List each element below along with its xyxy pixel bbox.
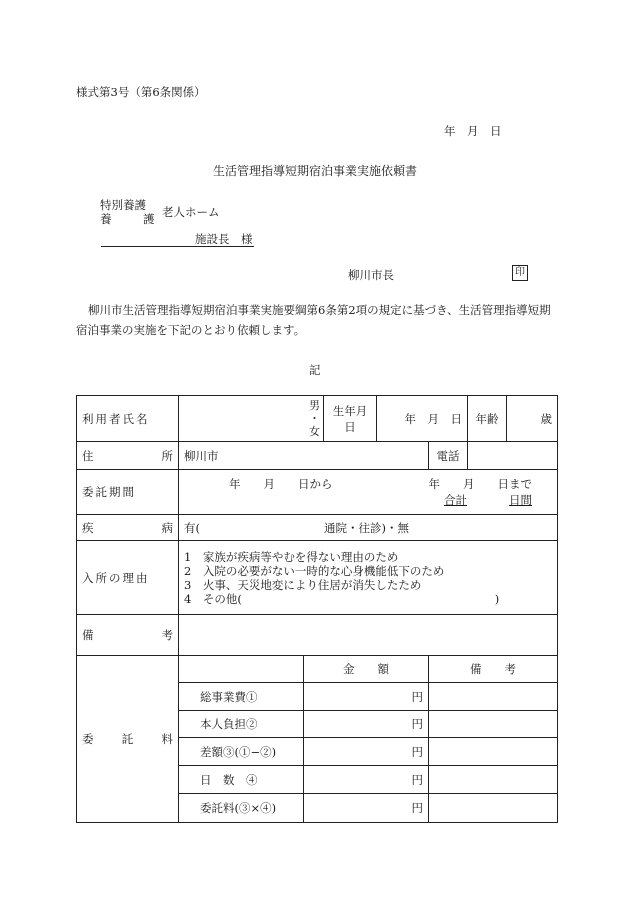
address-label: 住 所: [82, 448, 173, 463]
address-label-cell: [77, 442, 179, 470]
period-from: 年 月 日から: [229, 477, 333, 491]
reason-item[interactable]: 1 家族が疾病等やむを得ない理由のため: [184, 549, 399, 564]
address-input-cell[interactable]: [179, 442, 429, 470]
yen-unit: 円: [411, 772, 423, 787]
fee-row-label-cell: [179, 683, 304, 711]
fee-amount-input[interactable]: [304, 738, 429, 766]
yen-unit: 円: [411, 744, 423, 759]
fee-remarks-header: 備 考: [470, 662, 516, 676]
request-body-text: 柳川市生活管理指導短期宿泊事業実施要綱第6条第2項の規定に基づき、生活管理指導短期宿泊事業の実施を下記のとおり依頼します。: [76, 303, 551, 337]
fee-item-header-cell: [179, 656, 304, 683]
yen-unit: 円: [411, 689, 423, 704]
disease-value-end: 通院・往診)・無: [324, 520, 409, 535]
fee-row-label-cell: [179, 711, 304, 738]
fee-amount-input[interactable]: [304, 766, 429, 794]
remarks-input-cell[interactable]: [179, 615, 558, 656]
disease-label-cell: [77, 515, 179, 541]
reason-item[interactable]: 2 入院の必要がない一時的な心身機能低下のため: [184, 563, 445, 578]
phone-input-cell[interactable]: [468, 442, 558, 470]
period-total: [184, 492, 552, 508]
fee-remarks-input[interactable]: [429, 794, 558, 823]
phone-label: 電話: [436, 448, 460, 463]
disease-label: 疾 病: [82, 520, 173, 535]
remarks-label-cell: [77, 615, 179, 656]
period-to: 年 月 日まで: [428, 477, 532, 491]
period-total-unit: 日間: [509, 493, 532, 507]
fee-remarks-header-cell: [429, 656, 558, 683]
fee-row-label-cell: [179, 738, 304, 766]
row-address: [77, 442, 558, 470]
age-unit: 歳: [540, 411, 552, 426]
row-disease: [77, 515, 558, 541]
age-input-cell[interactable]: [507, 396, 558, 442]
fee-amount-input[interactable]: [304, 711, 429, 738]
reason-list: [179, 541, 558, 615]
name-label: 利用者氏名: [82, 411, 150, 426]
date-line: 年 月 日: [444, 124, 502, 138]
sex-dot: ・: [309, 412, 320, 425]
row-reason: [77, 541, 558, 615]
fee-row-label: 本人負担②: [200, 717, 258, 731]
period-label-cell: [77, 470, 179, 515]
period-input-cell[interactable]: [179, 470, 558, 515]
phone-label-cell: [429, 442, 468, 470]
fee-label-cell: [77, 656, 179, 823]
name-input-cell[interactable]: [179, 396, 324, 442]
row-fee-header: [77, 656, 558, 683]
period-range: [184, 476, 552, 492]
yen-unit: 円: [411, 717, 423, 731]
fee-row-label-cell: [179, 766, 304, 794]
disease-value-start: 有(: [184, 520, 200, 535]
name-label-cell: [77, 396, 179, 442]
reason-label: 入所の理由: [82, 570, 150, 585]
sex-male[interactable]: 男: [309, 399, 320, 412]
fee-remarks-input[interactable]: [429, 738, 558, 766]
sender-name: 柳川市長: [348, 268, 394, 282]
ki-heading: 記: [309, 363, 321, 377]
fee-amount-input[interactable]: [304, 794, 429, 823]
birth-value: 年 月 日: [404, 411, 462, 426]
yen-unit: 円: [411, 801, 423, 815]
period-total-label: 合計: [444, 493, 467, 507]
age-label: 年齢: [475, 411, 499, 426]
request-form-table: [76, 395, 558, 823]
fee-remarks-input[interactable]: [429, 766, 558, 794]
fee-remarks-input[interactable]: [429, 711, 558, 738]
reason-label-cell: [77, 541, 179, 615]
row-period: [77, 470, 558, 515]
addressee-home: 老人ホーム: [162, 205, 220, 219]
fee-row-label: 委託料(③×④): [200, 801, 277, 815]
address-value: 柳川市: [184, 448, 219, 463]
addressee-type-line1: 特別養護: [100, 198, 146, 212]
seal-mark: 印: [512, 265, 528, 281]
fee-label: 委 託 料: [82, 732, 173, 746]
birth-input-cell[interactable]: [377, 396, 468, 442]
fee-row-label: 日 数 ④: [200, 772, 258, 787]
form-number: 様式第3号（第6条関係）: [76, 85, 206, 99]
addressee-underline: [101, 246, 254, 247]
fee-amount-input[interactable]: [304, 683, 429, 711]
row-user-name: [77, 396, 558, 442]
disease-input-cell[interactable]: [179, 515, 558, 541]
sex-choice[interactable]: [309, 399, 320, 438]
birth-label-cell: [324, 396, 377, 442]
age-label-cell: [468, 396, 507, 442]
addressee-director: 施設長 様: [195, 232, 253, 246]
amount-header: 金 額: [343, 662, 389, 676]
reason-item[interactable]: 4 その他( ): [184, 591, 500, 606]
fee-remarks-input[interactable]: [429, 683, 558, 711]
document-title: 生活管理指導短期宿泊事業実施依頼書: [213, 164, 418, 178]
period-label: 委託期間: [82, 485, 136, 499]
birth-label: 生年月日: [332, 403, 368, 434]
fee-row-label: 総事業費①: [200, 689, 258, 704]
reason-item[interactable]: 3 火事、天災地変により住居が消失したため: [184, 577, 422, 592]
amount-header-cell: [304, 656, 429, 683]
row-remarks: [77, 615, 558, 656]
addressee-type-line2: 養 護: [100, 212, 165, 226]
fee-row-label: 差額③(①−②): [200, 744, 277, 759]
remarks-label: 備 考: [82, 628, 173, 642]
sex-female[interactable]: 女: [309, 425, 320, 438]
fee-row-label-cell: [179, 794, 304, 823]
